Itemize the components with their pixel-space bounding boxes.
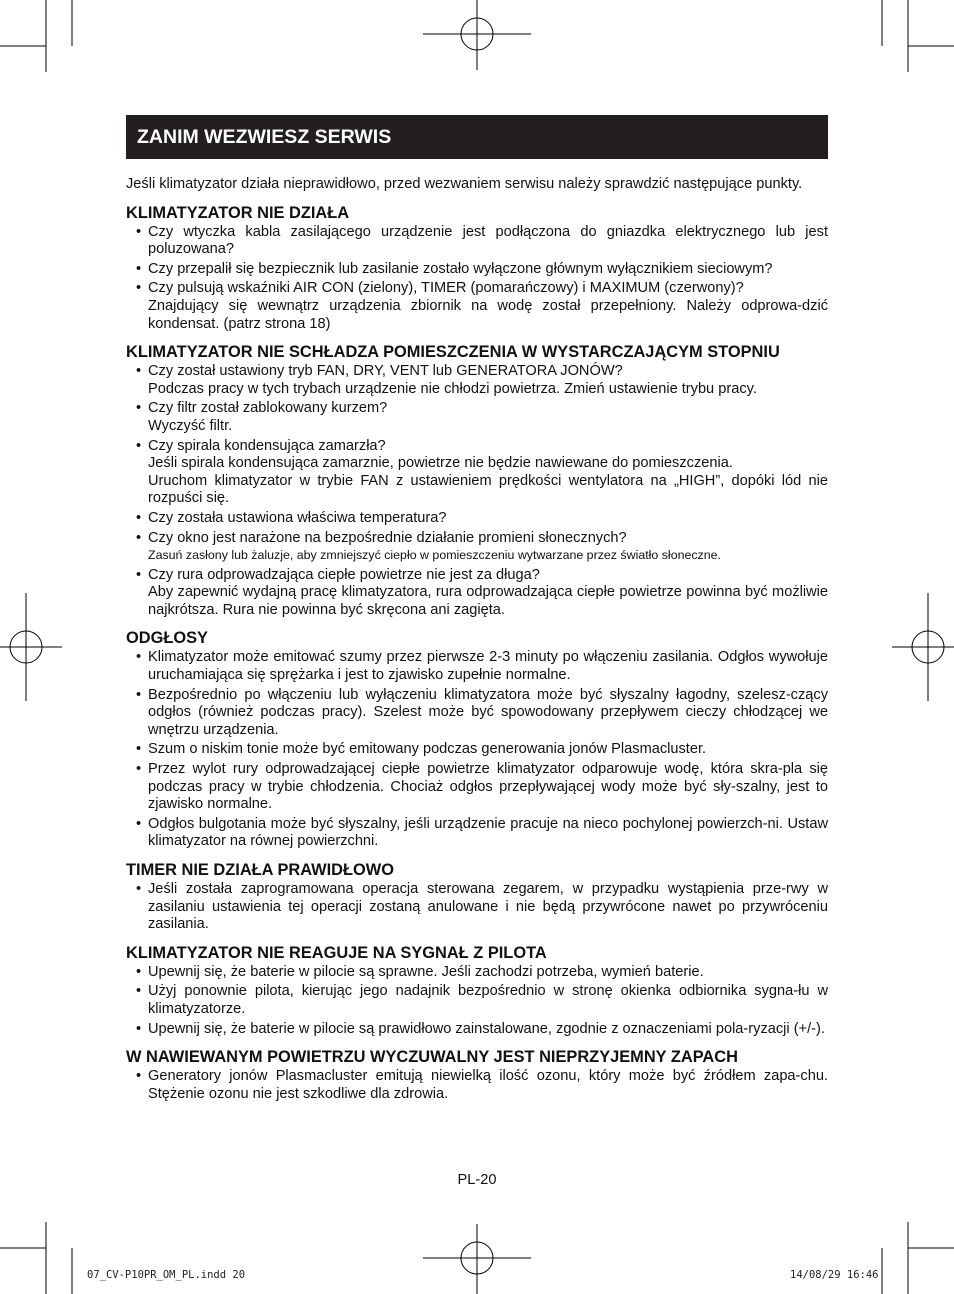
list-item <box>126 649 828 684</box>
intro-paragraph: Jeśli klimatyzator działa nieprawidłowo, przed wezwaniem serwisu należy sprawdzić następujące punkty. <box>126 176 803 192</box>
bullet-glyph: • <box>136 260 142 277</box>
list-item <box>126 983 828 1018</box>
item-answer: Znajdujący się wewnątrz urządzenia zbiornik na wodę został przepełniony. Należy odprowa-dzić kondensat. (patrz strona 18) <box>148 297 828 332</box>
section <box>126 1048 828 1103</box>
item-question: Użyj ponownie pilota, kierując jego nadajnik bezpośrednio w stronę okienka odbiornika sygna-łu w klimatyzatorze. <box>148 983 828 1017</box>
bullet-glyph: • <box>136 437 142 454</box>
item-answer: Wyczyść filtr. <box>148 417 233 434</box>
item-answer: Aby zapewnić wydajną pracę klimatyzatora, rura odprowadzająca ciepłe powietrze powinna być możliwie najkrótsza. Rura nie powinna być skręcona ani zagięta. <box>148 584 828 618</box>
list-item <box>126 1068 828 1103</box>
bullet-list <box>126 1068 828 1103</box>
item-question: Czy spirala kondensująca zamarzła? <box>148 437 386 454</box>
list-item <box>126 761 828 814</box>
list-item <box>126 363 828 398</box>
bullet-list <box>126 881 828 934</box>
bullet-list <box>126 363 828 619</box>
troubleshooting-sections <box>126 204 828 1104</box>
item-question: Jeśli została zaprogramowana operacja sterowana zegarem, w przypadku wystąpienia prze-rwy w zasilaniu ustawienia tej operacji zostaną anulowane i nie będą przywrócone nawet po przywróceniu zasilania. <box>148 881 828 933</box>
bullet-list <box>126 224 828 334</box>
item-question: Czy rura odprowadzająca ciepłe powietrze nie jest za długa? <box>148 566 540 583</box>
list-item <box>126 438 828 508</box>
section-heading: W NAWIEWANYM POWIETRZU WYCZUWALNY JEST NIEPRZYJEMNY ZAPACH <box>126 1048 738 1067</box>
item-question: Czy okno jest narażone na bezpośrednie działanie promieni słonecznych? <box>148 529 627 546</box>
item-question: Szum o niskim tonie może być emitowany podczas generowania jonów Plasmacluster. <box>148 741 707 758</box>
list-item <box>126 687 828 740</box>
bullet-glyph: • <box>136 363 142 380</box>
list-item <box>126 741 828 759</box>
item-question: Czy filtr został zablokowany kurzem? <box>148 400 388 417</box>
item-question: Upewnij się, że baterie w pilocie są prawidłowo zainstalowane, zgodnie z oznaczeniami pola-ryzacji (+/-). <box>148 1020 825 1037</box>
item-answer: Jeśli spirala kondensująca zamarznie, powietrze nie będzie nawiewane do pomieszczenia. <box>148 455 733 472</box>
bullet-glyph: • <box>136 566 142 583</box>
page-number: PL-20 <box>457 1172 497 1188</box>
item-question: Czy przepalił się bezpiecznik lub zasilanie zostało wyłączone głównym wyłącznikiem sieciowym? <box>148 260 773 277</box>
page-title: ZANIM WEZWIESZ SERWIS <box>137 126 392 148</box>
section-banner <box>126 115 828 159</box>
item-question: Czy został ustawiony tryb FAN, DRY, VENT lub GENERATORA JONÓW? <box>148 363 623 380</box>
item-question: Odgłos bulgotania może być słyszalny, jeśli urządzenie pracuje na nieco pochylonej powierzch-ni. Ustaw klimatyzator na równej powierzchni. <box>148 815 828 850</box>
document-body <box>126 176 828 1105</box>
bullet-glyph: • <box>136 509 142 526</box>
item-question: Czy pulsują wskaźniki AIR CON (zielony), TIMER (pomarańczowy) i MAXIMUM (czerwony)? <box>148 280 744 297</box>
section-heading: ODGŁOSY <box>126 629 208 648</box>
item-question: Bezpośrednio po włączeniu lub wyłączeniu klimatyzatora może być słyszalny łagodny, szelesz-czący odgłos (również podczas pracy). Szelest może być spowodowany przepływem cieczy chłodzącej we wnętrzu urządzenia. <box>148 686 828 738</box>
item-answer: Podczas pracy w tych trybach urządzenie nie chłodzi powietrza. Zmień ustawienie trybu pracy. <box>148 380 757 397</box>
list-item <box>126 1021 828 1039</box>
item-answer: Uruchom klimatyzator w trybie FAN z ustawieniem prędkości wentylatora na „HIGH”, dopóki lód nie rozpuści się. <box>148 472 828 507</box>
bullet-glyph: • <box>136 223 142 240</box>
item-question: Czy została ustawiona właściwa temperatura? <box>148 509 447 526</box>
section <box>126 204 828 334</box>
bullet-glyph: • <box>136 280 142 297</box>
list-item <box>126 881 828 934</box>
list-item <box>126 510 828 528</box>
list-item <box>126 224 828 259</box>
section-heading: KLIMATYZATOR NIE REAGUJE NA SYGNAŁ Z PILOTA <box>126 943 547 962</box>
bullet-list <box>126 964 828 1038</box>
item-question: Upewnij się, że baterie w pilocie są sprawne. Jeśli zachodzi potrzeba, wymień baterie. <box>148 963 704 980</box>
bullet-glyph: • <box>136 1020 142 1037</box>
section-heading: KLIMATYZATOR NIE DZIAŁA <box>126 203 350 222</box>
bullet-list <box>126 649 828 851</box>
bullet-glyph: • <box>136 761 142 778</box>
item-note: Zasuń zasłony lub żaluzje, aby zmniejszyć ciepło w pomieszczeniu wytwarzane przez światło słoneczne. <box>148 548 721 563</box>
bullet-glyph: • <box>136 686 142 703</box>
bullet-glyph: • <box>136 963 142 980</box>
bullet-glyph: • <box>136 649 142 666</box>
section <box>126 944 828 1038</box>
item-question: Przez wylot rury odprowadzającej ciepłe powietrze klimatyzator odparowuje wodę, która skra-pla się podczas pracy w trybie chłodzenia. Chociaż odgłos przepływającej wody może być sły-szalny, jest to zjawisko normalne. <box>148 761 828 813</box>
item-question: Generatory jonów Plasmacluster emitują niewielką ilość ozonu, który może być źródłem zapa-chu. Stężenie ozonu nie jest szkodliwe dla zdrowia. <box>148 1068 828 1102</box>
slug-file-name: 07_CV-P10PR_OM_PL.indd 20 <box>87 1269 246 1281</box>
bullet-glyph: • <box>136 983 142 1000</box>
list-item <box>126 816 828 851</box>
list-item <box>126 530 828 565</box>
list-item <box>126 261 828 279</box>
bullet-glyph: • <box>136 881 142 897</box>
bullet-glyph: • <box>136 815 142 832</box>
list-item <box>126 280 828 333</box>
section <box>126 861 828 934</box>
item-question: Klimatyzator może emitować szumy przez pierwsze 2-3 minuty po włączeniu zasilania. Odgłos wywołuje uruchamiająca się sprężarka i jest to zjawisko zupełnie normalne. <box>148 649 828 684</box>
list-item <box>126 567 828 620</box>
bullet-glyph: • <box>136 741 142 758</box>
list-item <box>126 964 828 982</box>
section <box>126 343 828 619</box>
slug-timestamp: 14/08/29 16:46 <box>790 1269 879 1281</box>
section <box>126 629 828 851</box>
bullet-glyph: • <box>136 529 142 546</box>
bullet-glyph: • <box>136 1068 142 1085</box>
section-heading: TIMER NIE DZIAŁA PRAWIDŁOWO <box>126 861 394 879</box>
item-question: Czy wtyczka kabla zasilającego urządzenie jest podłączona do gniazdka elektrycznego lub jest poluzowana? <box>148 223 828 258</box>
bullet-glyph: • <box>136 400 142 417</box>
section-heading: KLIMATYZATOR NIE SCHŁADZA POMIESZCZENIA W WYSTARCZAJĄCYM STOPNIU <box>126 343 780 362</box>
list-item <box>126 400 828 435</box>
